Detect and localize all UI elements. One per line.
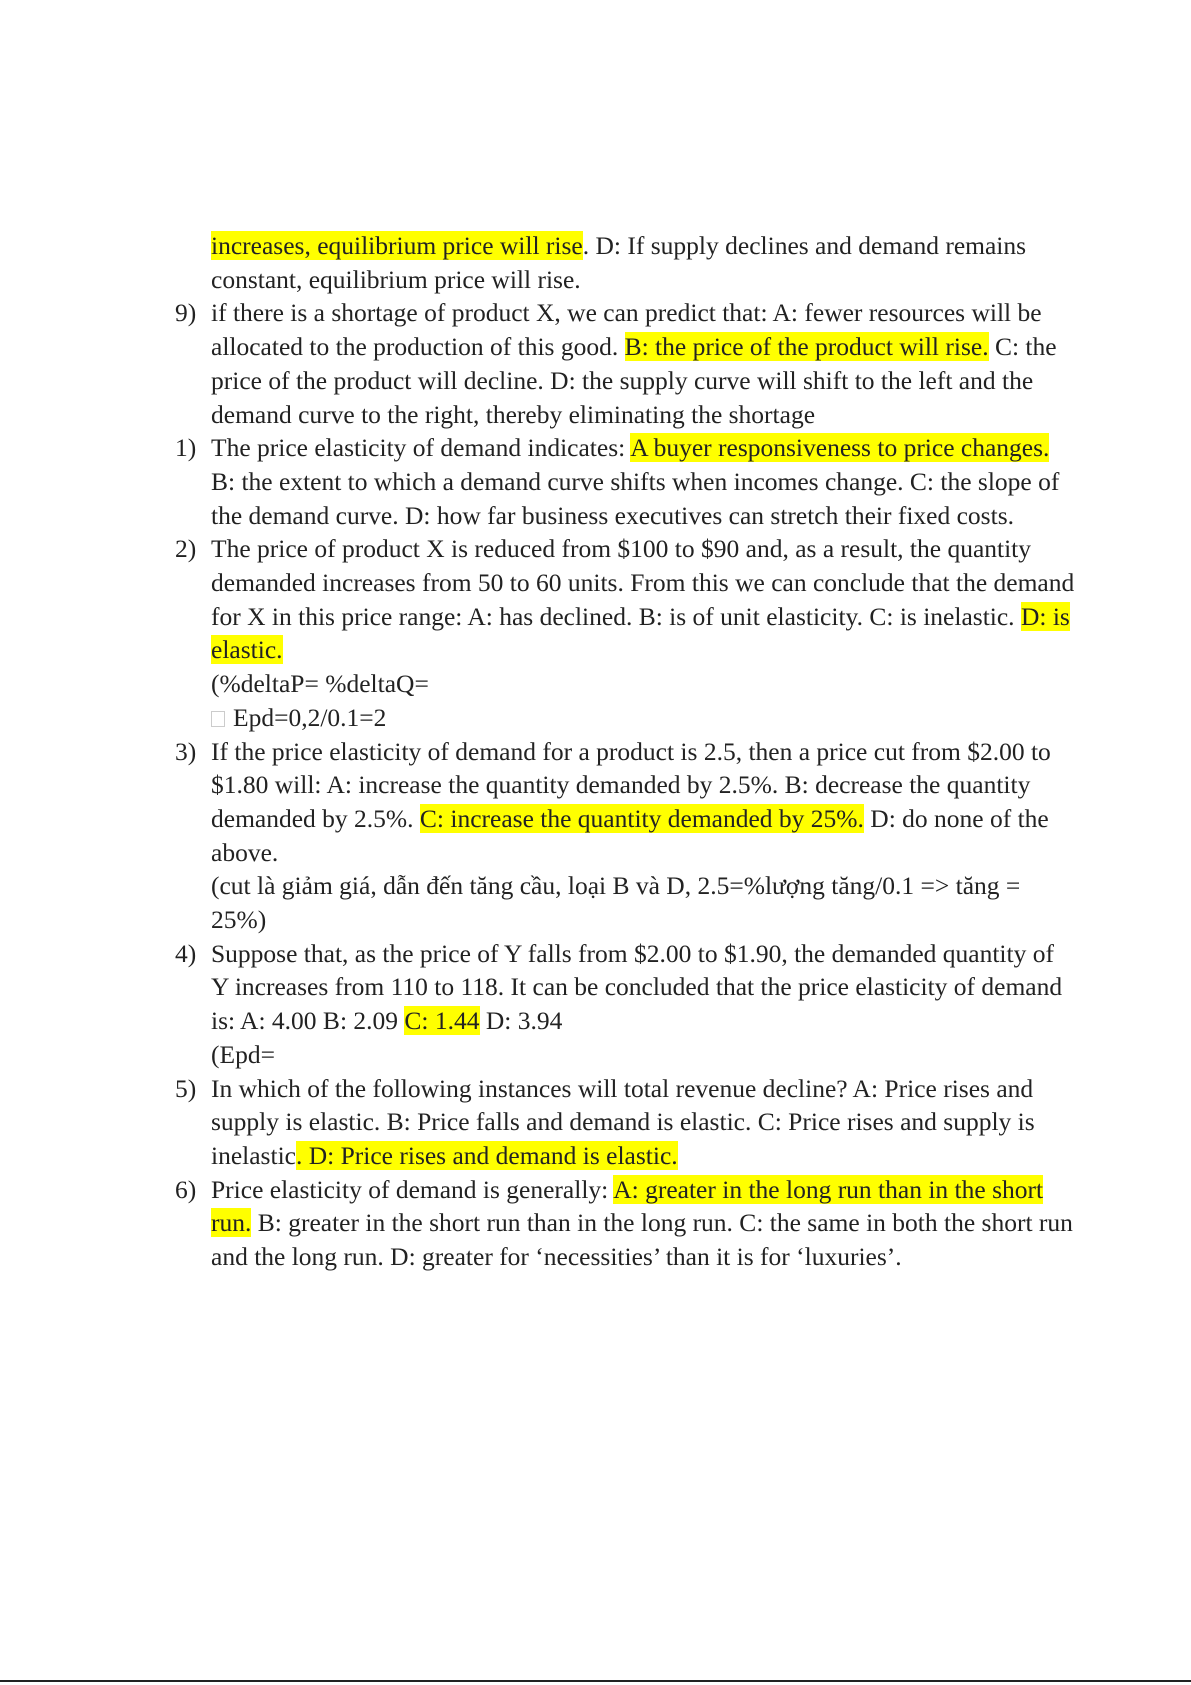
working-note: (%deltaP= %deltaQ=	[211, 669, 429, 699]
question-text: C: the price of the product will decline. D: the supply curve will shift to the left and the demand curve to the right, thereby eliminating the shortage	[211, 332, 1057, 429]
document-content	[175, 229, 1075, 1274]
question-item	[175, 532, 1075, 734]
highlighted-answer: B: the price of the product will rise.	[624, 332, 989, 362]
question-text: D: 3.94	[479, 1006, 563, 1036]
highlighted-answer: . D: Price rises and demand is elastic.	[295, 1140, 678, 1170]
question-item	[175, 1173, 1075, 1274]
question-text: Price elasticity of demand is generally:	[211, 1174, 614, 1204]
question-number: 1)	[175, 433, 197, 463]
working-note: Epd=0,2/0.1=2	[233, 702, 387, 732]
question-item	[175, 735, 1075, 937]
question-number: 2)	[175, 534, 197, 564]
question-text: B: the extent to which a demand curve shifts when incomes change. C: the slope of the demand curve. D: how far business executives can stretch their fixed costs.	[211, 466, 1060, 530]
highlighted-answer: C: 1.44	[404, 1006, 480, 1036]
highlighted-answer: A buyer responsiveness to price changes.	[630, 433, 1050, 463]
paragraph-text: . D: If supply declines and demand remains constant, equilibrium price will rise.	[211, 231, 1027, 294]
page-bottom-divider	[0, 1680, 1191, 1682]
question-text: D: do none of the above.	[211, 803, 1049, 867]
continuation-paragraph	[211, 229, 1075, 296]
question-number: 4)	[175, 938, 197, 968]
working-note-line	[211, 701, 1075, 735]
question-text: If the price elasticity of demand for a product is 2.5, then a price cut from $2.00 to $1.80 will: A: increase the quantity demanded by 2.5%. B: decrease the quantity demanded by 2.5%.	[211, 736, 1051, 833]
question-item	[175, 1072, 1075, 1173]
question-text: Suppose that, as the price of Y falls from $2.00 to $1.90, the demanded quantity of Y increases from 110 to 118. It can be concluded that the price elasticity of demand is: A: 4.00 B: 2.09	[211, 938, 1063, 1036]
highlighted-answer: D: is elastic.	[211, 601, 1070, 665]
question-number: 6)	[175, 1174, 197, 1204]
question-item	[175, 431, 1075, 532]
question-text: The price of product X is reduced from $100 to $90 and, as a result, the quantity demanded increases from 50 to 60 units. From this we can conclude that the demand for X in this price range: A: has declined. B: is of unit elasticity. C: is inelastic.	[211, 534, 1075, 631]
highlighted-answer: A: greater in the long run than in the short run.	[211, 1174, 1044, 1238]
highlighted-answer: increases, equilibrium price will rise	[211, 231, 583, 260]
question-text: In which of the following instances will total revenue decline? A: Price rises and supply is elastic. B: Price falls and demand is elastic. C: Price rises and supply is inelastic	[211, 1073, 1035, 1170]
question-text: if there is a shortage of product X, we can predict that: A: fewer resources will be allocated to the production of this good.	[211, 298, 1042, 362]
question-number: 9)	[175, 298, 197, 328]
missing-glyph-icon	[211, 711, 225, 727]
highlighted-answer: C: increase the quantity demanded by 25%.	[419, 803, 864, 833]
question-number: 5)	[175, 1073, 197, 1103]
question-number: 3)	[175, 736, 197, 766]
question-item	[175, 296, 1075, 431]
question-text: B: greater in the short run than in the long run. C: the same in both the short run and the long run. D: greater for ‘necessities’ than it is for ‘luxuries’.	[211, 1208, 1073, 1272]
working-note: (Epd=	[211, 1039, 275, 1069]
question-text: The price elasticity of demand indicates:	[211, 433, 631, 463]
working-note: (cut là giảm giá, dẫn đến tăng cầu, loại B và D, 2.5=%lượng tăng/0.1 => tăng = 25%)	[211, 871, 1021, 935]
question-item	[175, 937, 1075, 1072]
